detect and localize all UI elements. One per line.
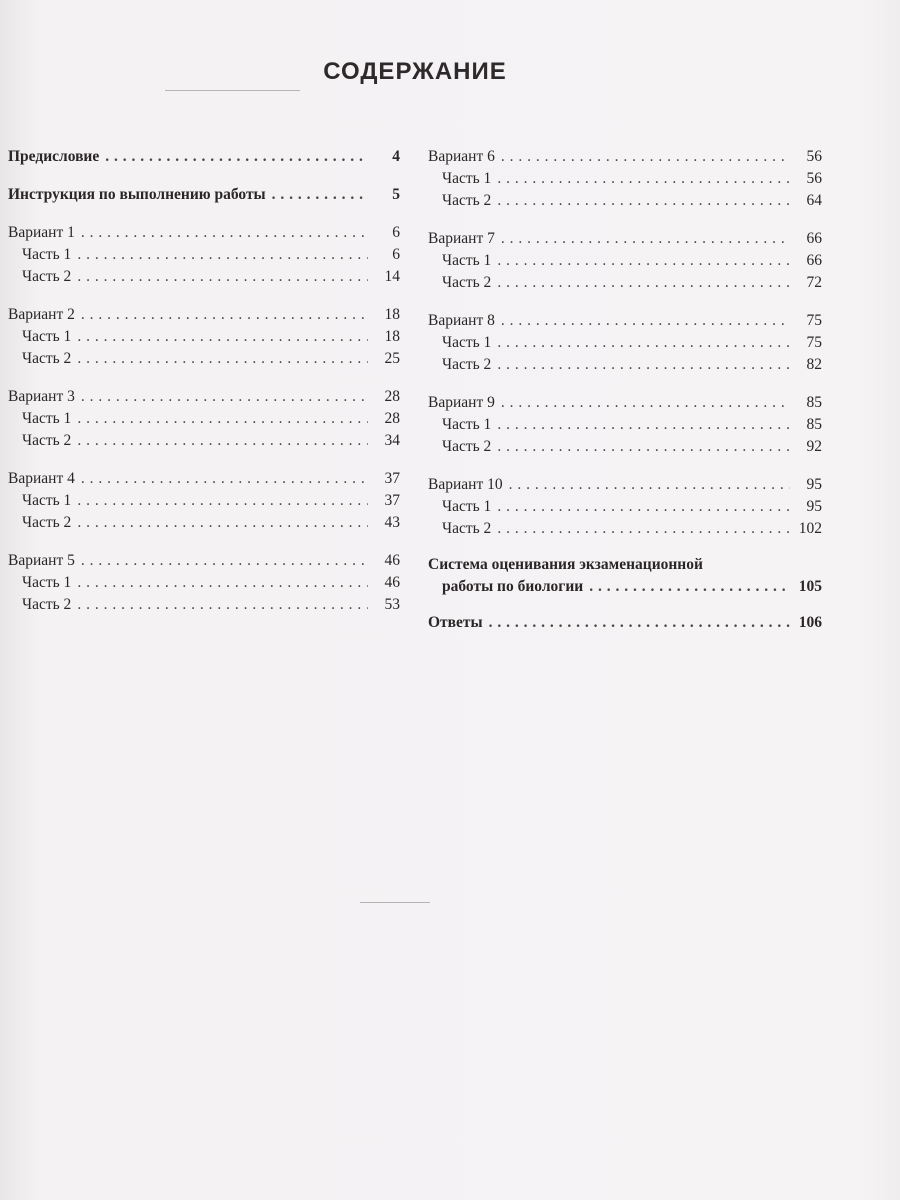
toc-entry-part[interactable] bbox=[428, 496, 822, 518]
toc-entry-label: Часть 1 bbox=[442, 416, 492, 433]
toc-entry-preface[interactable] bbox=[8, 146, 400, 168]
toc-entry-variant[interactable] bbox=[8, 550, 400, 572]
toc-entry-label: Часть 1 bbox=[22, 492, 72, 509]
toc-page-number: 85 bbox=[806, 394, 822, 411]
decorative-rule-bottom bbox=[360, 902, 430, 903]
toc-entry-variant[interactable] bbox=[8, 386, 400, 408]
toc-entry-answers[interactable] bbox=[428, 612, 822, 634]
toc-page-number: 5 bbox=[392, 186, 400, 203]
leader-dots bbox=[77, 512, 368, 534]
toc-page-number: 56 bbox=[806, 148, 822, 165]
leader-dots bbox=[589, 576, 790, 598]
toc-entry-label: Часть 2 bbox=[442, 356, 492, 373]
toc-entry-label: Часть 2 bbox=[22, 432, 72, 449]
toc-entry-label: Вариант 8 bbox=[428, 312, 495, 329]
toc-page-number: 66 bbox=[806, 252, 822, 269]
toc-entry-variant[interactable] bbox=[428, 474, 822, 496]
leader-dots bbox=[77, 266, 368, 288]
toc-entry-label-continued: работы по биологии bbox=[442, 578, 584, 595]
toc-entry-part[interactable] bbox=[8, 326, 400, 348]
toc-entry-label: Ответы bbox=[428, 614, 483, 631]
toc-page-number: 56 bbox=[806, 170, 822, 187]
toc-entry-part[interactable] bbox=[8, 244, 400, 266]
toc-page-number: 106 bbox=[798, 614, 822, 631]
leader-dots bbox=[81, 304, 368, 326]
toc-entry-part[interactable] bbox=[428, 414, 822, 436]
toc-entry-variant[interactable] bbox=[8, 304, 400, 326]
toc-page-number: 6 bbox=[392, 246, 400, 263]
toc-entry-part[interactable] bbox=[8, 408, 400, 430]
toc-entry-variant[interactable] bbox=[428, 392, 822, 414]
toc-page-number: 102 bbox=[798, 520, 822, 537]
toc-entry-label: Инструкция по выполнению работы bbox=[8, 186, 266, 203]
toc-entry-variant[interactable] bbox=[428, 228, 822, 250]
toc-entry-part[interactable] bbox=[8, 512, 400, 534]
toc-entry-label: Вариант 9 bbox=[428, 394, 495, 411]
leader-dots bbox=[497, 496, 790, 518]
toc-entry-grading[interactable] bbox=[428, 554, 822, 598]
toc-entry-label: Часть 1 bbox=[22, 328, 72, 345]
toc-page-number: 72 bbox=[806, 274, 822, 291]
leader-dots bbox=[81, 222, 368, 244]
toc-entry-part[interactable] bbox=[428, 518, 822, 540]
toc-entry-label: Часть 2 bbox=[442, 192, 492, 209]
leader-dots bbox=[497, 272, 790, 294]
toc-entry-part[interactable] bbox=[8, 594, 400, 616]
toc-page-number: 95 bbox=[806, 498, 822, 515]
toc-entry-label: Часть 1 bbox=[442, 252, 492, 269]
toc-entry-instruction[interactable] bbox=[8, 184, 400, 206]
leader-dots bbox=[501, 146, 790, 168]
leader-dots bbox=[497, 332, 790, 354]
toc-entry-label: Вариант 7 bbox=[428, 230, 495, 247]
toc-entry-label: Часть 2 bbox=[22, 268, 72, 285]
leader-dots bbox=[77, 490, 368, 512]
toc-entry-label: Часть 1 bbox=[442, 170, 492, 187]
toc-entry-label: Часть 2 bbox=[442, 438, 492, 455]
leader-dots bbox=[497, 518, 790, 540]
toc-entry-label: Часть 2 bbox=[22, 596, 72, 613]
leader-dots bbox=[81, 468, 368, 490]
toc-left-column bbox=[8, 146, 400, 616]
toc-page-number: 18 bbox=[384, 328, 400, 345]
toc-page-number: 46 bbox=[384, 552, 400, 569]
toc-page-number: 28 bbox=[384, 388, 400, 405]
toc-page-number: 18 bbox=[384, 306, 400, 323]
toc-entry-label: Часть 1 bbox=[22, 410, 72, 427]
toc-entry-part[interactable] bbox=[428, 332, 822, 354]
toc-entry-variant[interactable] bbox=[428, 146, 822, 168]
leader-dots bbox=[509, 474, 790, 496]
toc-entry-label: Вариант 5 bbox=[8, 552, 75, 569]
toc-entry-part[interactable] bbox=[8, 490, 400, 512]
toc-entry-label: Вариант 3 bbox=[8, 388, 75, 405]
leader-dots bbox=[77, 348, 368, 370]
toc-entry-part[interactable] bbox=[8, 348, 400, 370]
leader-dots bbox=[497, 436, 790, 458]
toc-entry-label: Вариант 4 bbox=[8, 470, 75, 487]
toc-entry-variant[interactable] bbox=[428, 310, 822, 332]
toc-entry-label: Часть 1 bbox=[22, 574, 72, 591]
leader-dots bbox=[497, 250, 790, 272]
toc-entry-part[interactable] bbox=[8, 572, 400, 594]
toc-entry-label: Часть 2 bbox=[442, 274, 492, 291]
leader-dots bbox=[77, 572, 368, 594]
leader-dots bbox=[77, 430, 368, 452]
toc-entry-variant[interactable] bbox=[8, 468, 400, 490]
toc-entry-label: Вариант 2 bbox=[8, 306, 75, 323]
toc-page-number: 28 bbox=[384, 410, 400, 427]
toc-page-number: 43 bbox=[384, 514, 400, 531]
toc-page-number: 25 bbox=[384, 350, 400, 367]
leader-dots bbox=[81, 550, 368, 572]
toc-page-number: 82 bbox=[806, 356, 822, 373]
toc-entry-label: Часть 2 bbox=[442, 520, 492, 537]
toc-page-number: 92 bbox=[806, 438, 822, 455]
leader-dots bbox=[501, 228, 790, 250]
toc-entry-label: Часть 1 bbox=[442, 334, 492, 351]
toc-entry-label: Вариант 10 bbox=[428, 476, 503, 493]
toc-page-number: 37 bbox=[384, 492, 400, 509]
leader-dots bbox=[105, 146, 368, 168]
toc-entry-part[interactable] bbox=[8, 430, 400, 452]
toc-entry-part[interactable] bbox=[428, 168, 822, 190]
page-title: СОДЕРЖАНИЕ bbox=[323, 58, 507, 85]
toc-right-column bbox=[428, 146, 822, 634]
toc-entry-part[interactable] bbox=[428, 250, 822, 272]
leader-dots bbox=[501, 310, 790, 332]
leader-dots bbox=[497, 414, 790, 436]
toc-entry-part[interactable] bbox=[428, 190, 822, 212]
toc-page-number: 53 bbox=[384, 596, 400, 613]
toc-page-number: 6 bbox=[392, 224, 400, 241]
toc-entry-variant[interactable] bbox=[8, 222, 400, 244]
toc-page-number: 85 bbox=[806, 416, 822, 433]
leader-dots bbox=[77, 408, 368, 430]
leader-dots bbox=[77, 244, 368, 266]
toc-entry-label: Часть 1 bbox=[442, 498, 492, 515]
toc-page-number: 105 bbox=[798, 578, 822, 595]
toc-entry-label: Предисловие bbox=[8, 148, 100, 165]
toc-entry-part[interactable] bbox=[428, 272, 822, 294]
toc-page-number: 95 bbox=[806, 476, 822, 493]
toc-page-number: 37 bbox=[384, 470, 400, 487]
toc-entry-part[interactable] bbox=[428, 436, 822, 458]
decorative-rule bbox=[165, 90, 300, 91]
leader-dots bbox=[501, 392, 790, 414]
toc-entry-label: Часть 2 bbox=[22, 514, 72, 531]
toc-entry-part[interactable] bbox=[428, 354, 822, 376]
leader-dots bbox=[81, 386, 368, 408]
toc-entry-label: Часть 2 bbox=[22, 350, 72, 367]
toc-entry-label: Вариант 1 bbox=[8, 224, 75, 241]
toc-page-number: 34 bbox=[384, 432, 400, 449]
toc-page-number: 4 bbox=[392, 148, 400, 165]
toc-page-number: 64 bbox=[806, 192, 822, 209]
toc-entry-label: Система оценивания экзаменационной bbox=[428, 556, 703, 573]
toc-entry-label: Часть 1 bbox=[22, 246, 72, 263]
leader-dots bbox=[272, 184, 368, 206]
leader-dots bbox=[77, 326, 368, 348]
leader-dots bbox=[497, 190, 790, 212]
toc-page-number: 75 bbox=[806, 312, 822, 329]
leader-dots bbox=[77, 594, 368, 616]
toc-page-number: 46 bbox=[384, 574, 400, 591]
toc-page-number: 14 bbox=[384, 268, 400, 285]
toc-entry-part[interactable] bbox=[8, 266, 400, 288]
leader-dots bbox=[497, 354, 790, 376]
toc-page-number: 66 bbox=[806, 230, 822, 247]
toc-page-number: 75 bbox=[806, 334, 822, 351]
toc-entry-label: Вариант 6 bbox=[428, 148, 495, 165]
leader-dots bbox=[497, 168, 790, 190]
leader-dots bbox=[489, 612, 790, 634]
